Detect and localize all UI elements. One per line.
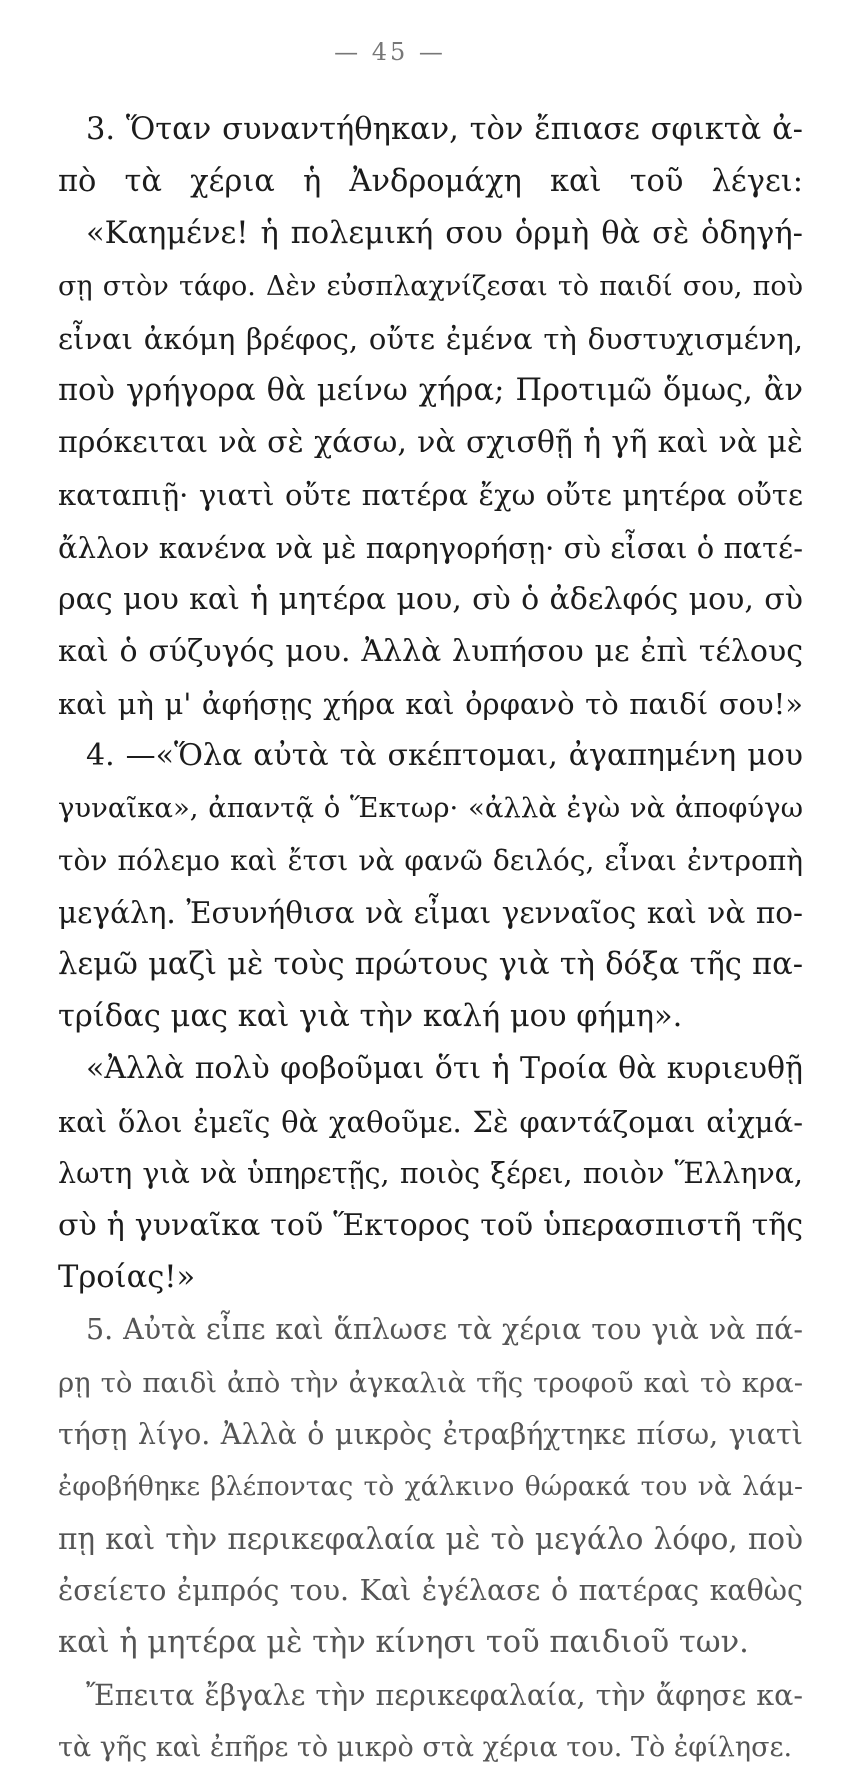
text-line: γυναῖκα», ἀπαντᾷ ὁ Ἕκτωρ· «ἀλλὰ ἐγὼ νὰ ἀποφύγω bbox=[58, 792, 803, 825]
text-line: «Καημένε! ἡ πολεμική σου ὁρμὴ θὰ σὲ ὁδηγή- bbox=[86, 216, 803, 252]
text-line: πῃ καὶ τὴν περικεφαλαία μὲ τὸ μεγάλο λόφο, ποὺ bbox=[58, 1522, 803, 1557]
text-line: τρίδας μας καὶ γιὰ τὴν καλή μου φήμη». bbox=[58, 999, 683, 1035]
text-line: Ἔπειτα ἔβγαλε τὴν περικεφαλαία, τὴν ἄφησε κα- bbox=[86, 1678, 803, 1712]
text-line: τὰ γῆς καὶ ἐπῆρε τὸ μικρὸ στὰ χέρια του. Τὸ ἐφίλησε. bbox=[58, 1731, 793, 1763]
text-line: σῃ στὸν τάφο. Δὲν εὐσπλαχνίζεσαι τὸ παιδί σου, ποὺ bbox=[58, 270, 803, 302]
text-line: εἶναι ἀκόμη βρέφος, οὔτε ἐμένα τὴ δυστυχισμένη, bbox=[58, 321, 803, 356]
text-line: σὺ ἡ γυναῖκα τοῦ Ἕκτορος τοῦ ὑπερασπιστῆ τῆς bbox=[58, 1207, 803, 1243]
text-line: μεγάλη. Ἐσυνήθισα νὰ εἶμαι γενναῖος καὶ νὰ πο- bbox=[58, 895, 803, 930]
text-line: ποὺ γρήγορα θὰ μείνω χήρα; Προτιμῶ ὅμως, ἂν bbox=[58, 372, 803, 408]
text-line: 3. Ὅταν συναντήθηκαν, τὸν ἔπιασε σφικτὰ ἀ- bbox=[86, 112, 803, 147]
text-line: ἄλλον κανένα νὰ μὲ παρηγορήσῃ· σὺ εἶσαι ὁ πατέ- bbox=[58, 530, 803, 565]
text-line: καὶ ἡ μητέρα μὲ τὴν κίνησι τοῦ παιδιοῦ των. bbox=[58, 1625, 749, 1661]
text-line: τήσῃ λίγο. Ἀλλὰ ὁ μικρὸς ἐτραβήχτηκε πίσω, γιατὶ bbox=[58, 1417, 803, 1451]
text-line: πρόκειται νὰ σὲ χάσω, νὰ σχισθῇ ἡ γῆ καὶ νὰ μὲ bbox=[58, 425, 803, 461]
text-line: λωτη γιὰ νὰ ὑπηρετῇς, ποιὸς ξέρει, ποιὸν Ἕλληνα, bbox=[58, 1156, 803, 1190]
text-line: καταπιῇ· γιατὶ οὔτε πατέρα ἔχω οὔτε μητέρα οὔτε bbox=[58, 478, 803, 513]
text-line: τὸν πόλεμο καὶ ἔτσι νὰ φανῶ δειλός, εἶναι ἐντροπὴ bbox=[58, 843, 803, 877]
text-line: καὶ μὴ μ' ἀφήσῃς χήρα καὶ ὀρφανὸ τὸ παιδί σου!» bbox=[58, 687, 803, 722]
text-line: ρας μου καὶ ἡ μητέρα μου, σὺ ὁ ἀδελφός μου, σὺ bbox=[58, 581, 803, 617]
text-line: ρῃ τὸ παιδὶ ἀπὸ τὴν ἀγκαλιὰ τῆς τροφοῦ καὶ τὸ κρα- bbox=[58, 1366, 803, 1399]
body-text bbox=[58, 104, 803, 1774]
text-line: πὸ τὰ χέρια ἡ Ἀνδρομάχη καὶ τοῦ λέγει: bbox=[58, 164, 803, 200]
text-line: Τροίας!» bbox=[58, 1260, 196, 1296]
text-line: 5. Αὐτὰ εἶπε καὶ ἅπλωσε τὰ χέρια του γιὰ νὰ πά- bbox=[86, 1313, 803, 1347]
text-line: λεμῶ μαζὶ μὲ τοὺς πρώτους γιὰ τὴ δόξα τῆς πα- bbox=[58, 947, 803, 982]
text-line: 4. —«Ὅλα αὐτὰ τὰ σκέπτομαι, ἀγαπημένη μου bbox=[86, 738, 803, 774]
text-line: ἐσείετο ἐμπρός του. Καὶ ἐγέλασε ὁ πατέρας καθὼς bbox=[58, 1574, 803, 1608]
text-line: καὶ ὁ σύζυγός μου. Ἀλλὰ λυπήσου με ἐπὶ τέλους bbox=[58, 633, 803, 669]
text-line: ἐφοβήθηκε βλέποντας τὸ χάλκινο θώρακά του νὰ λάμ- bbox=[58, 1470, 803, 1502]
page-number: — 45 — bbox=[334, 38, 446, 66]
text-line: καὶ ὅλοι ἐμεῖς θὰ χαθοῦμε. Σὲ φαντάζομαι αἰχμά- bbox=[58, 1104, 803, 1139]
text-line: «Ἀλλὰ πολὺ φοβοῦμαι ὅτι ἡ Τροία θὰ κυριευθῇ bbox=[86, 1051, 803, 1087]
